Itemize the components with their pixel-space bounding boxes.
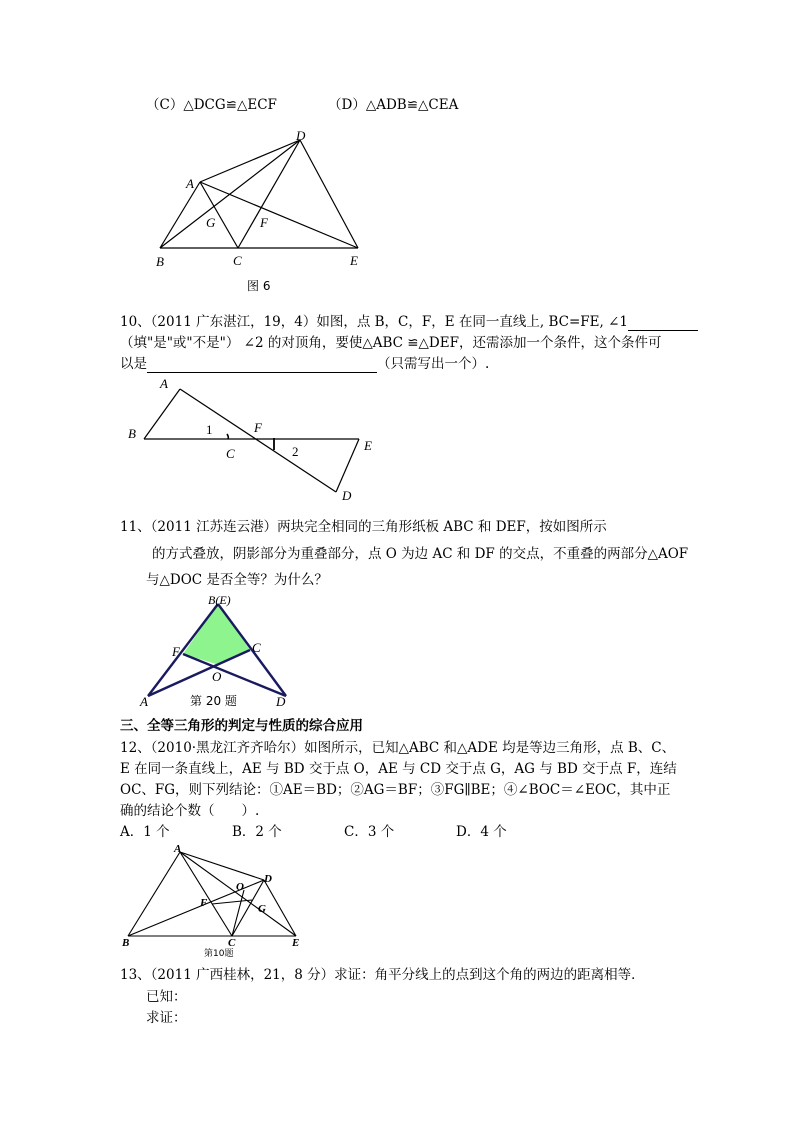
q12-label-b: B <box>122 937 130 949</box>
option-d: （D）△ADB≌△CEA <box>328 97 459 113</box>
q12-seg-de <box>264 880 296 936</box>
figure-6 <box>150 130 380 300</box>
q10-label-a: A <box>160 376 168 391</box>
q12-figure <box>118 840 318 960</box>
q11-caption: 第 20 题 <box>190 694 237 708</box>
q11-label-d: D <box>276 694 286 709</box>
q10-label-c: C <box>226 446 235 461</box>
q12-option-a: A．1 个 <box>120 824 170 840</box>
q11-label-o: O <box>212 669 222 684</box>
q10-seg-ba <box>144 389 180 439</box>
q13-known: 已知： <box>146 989 187 1005</box>
q12-seg-ae <box>180 852 296 936</box>
fig6-caption: 图 6 <box>247 279 271 293</box>
q12-label-g: G <box>258 903 266 915</box>
q12-seg-fg <box>212 900 252 904</box>
q10-line3-suffix: （只需写出一个）. <box>377 356 490 372</box>
q11-line1: 11、（2011 江苏连云港）两块完全相同的三角形纸板 ABC 和 DEF，按如图所示 <box>120 519 607 535</box>
q10-line2: （填"是"或"不是"） ∠2 的对顶角，要使△ABC ≌△DEF，还需添加一个条件，这个条件可 <box>120 335 662 351</box>
q10-label-f: F <box>254 420 262 435</box>
q11-label-f: F <box>172 644 180 659</box>
q10-seg-ed <box>336 439 359 492</box>
q12-line2: E 在同一条直线上，AE 与 BD 交于点 O，AE 与 CD 交于点 G，AG 与 BD 交于点 F，连结 <box>120 761 677 777</box>
fig6-label-e: E <box>350 253 358 268</box>
q11-label-be: B(E) <box>208 593 231 607</box>
fig6-seg-de <box>300 140 358 248</box>
q10-blank-2 <box>147 358 377 373</box>
q12-label-f: F <box>200 897 208 909</box>
q10-label-d: D <box>342 488 352 503</box>
q13-line1: 13、（2011 广西桂林，21，8 分）求证：角平分线上的点到这个角的两边的距离相等． <box>120 967 645 983</box>
q12-line4: 确的结论个数（ ）. <box>120 803 260 819</box>
fig6-label-d: D <box>296 128 306 143</box>
q13-prove: 求证： <box>146 1010 187 1026</box>
fig6-label-a: A <box>186 176 194 191</box>
q10-label-b: B <box>128 426 136 441</box>
q12-line3: OC、FG，则下列结论：①AE＝BD；②AG＝BF；③FG∥BE；④∠BOC＝∠EOC，其中正 <box>120 782 671 798</box>
q10-label-1: 1 <box>206 422 213 437</box>
q10-label-e: E <box>364 438 372 453</box>
fig6-label-f: F <box>260 215 268 230</box>
q10-blank-1 <box>628 316 698 331</box>
fig6-label-g: G <box>206 215 216 230</box>
q12-label-a: A <box>174 843 182 855</box>
q10-seg-ad <box>180 389 336 492</box>
q10-line3 <box>120 355 489 373</box>
q11-label-c: C <box>252 640 261 655</box>
fig6-seg-dc <box>238 140 300 248</box>
q10-line3-prefix: 以是 <box>120 356 147 372</box>
q12-seg-ac <box>180 852 232 936</box>
q12-label-e: E <box>292 937 300 949</box>
q11-line3: 与△DOC 是否全等？为什么？ <box>146 572 328 588</box>
q10-label-2: 2 <box>292 444 299 459</box>
q12-seg-ab <box>128 852 180 936</box>
fig6-seg-ba <box>160 182 200 248</box>
q12-line1: 12、（2010·黑龙江齐齐哈尔）如图所示，已知△ABC 和△ADE 均是等边三角形，点 B、C、 <box>120 740 676 756</box>
fig6-label-b: B <box>156 254 164 269</box>
q10-angle-1-mark <box>227 434 228 439</box>
q11-line2: 的方式叠放，阴影部分为重叠部分，点 O 为边 AC 和 DF 的交点，不重叠的两部分△AOF <box>152 546 689 562</box>
fig6-seg-ae <box>200 182 358 248</box>
q11-figure <box>138 592 308 717</box>
q12-option-b: B．2 个 <box>232 824 282 840</box>
q12-seg-ad <box>180 852 264 880</box>
section3-heading: 三、全等三角形的判定与性质的综合应用 <box>120 718 363 734</box>
q12-label-d: D <box>264 873 272 885</box>
option-c: （C）△DCG≌△ECF <box>146 97 277 113</box>
q10-line1 <box>120 313 698 331</box>
q12-label-c: C <box>228 937 236 949</box>
q10-line1-text: 10、（2011 广东湛江，19，4）如图，点 B，C，F，E 在同一直线上, BC=FE, ∠1 <box>120 314 628 330</box>
q11-label-a: A <box>140 694 148 709</box>
q12-seg-oc <box>232 890 244 936</box>
fig6-label-c: C <box>233 253 242 268</box>
q12-caption: 第10题 <box>204 949 234 959</box>
q12-option-d: D．4 个 <box>456 824 507 840</box>
q12-label-o: O <box>236 881 244 893</box>
q10-figure <box>124 372 384 507</box>
q12-option-c: C．3 个 <box>344 824 395 840</box>
fig6-seg-ad <box>200 140 300 182</box>
